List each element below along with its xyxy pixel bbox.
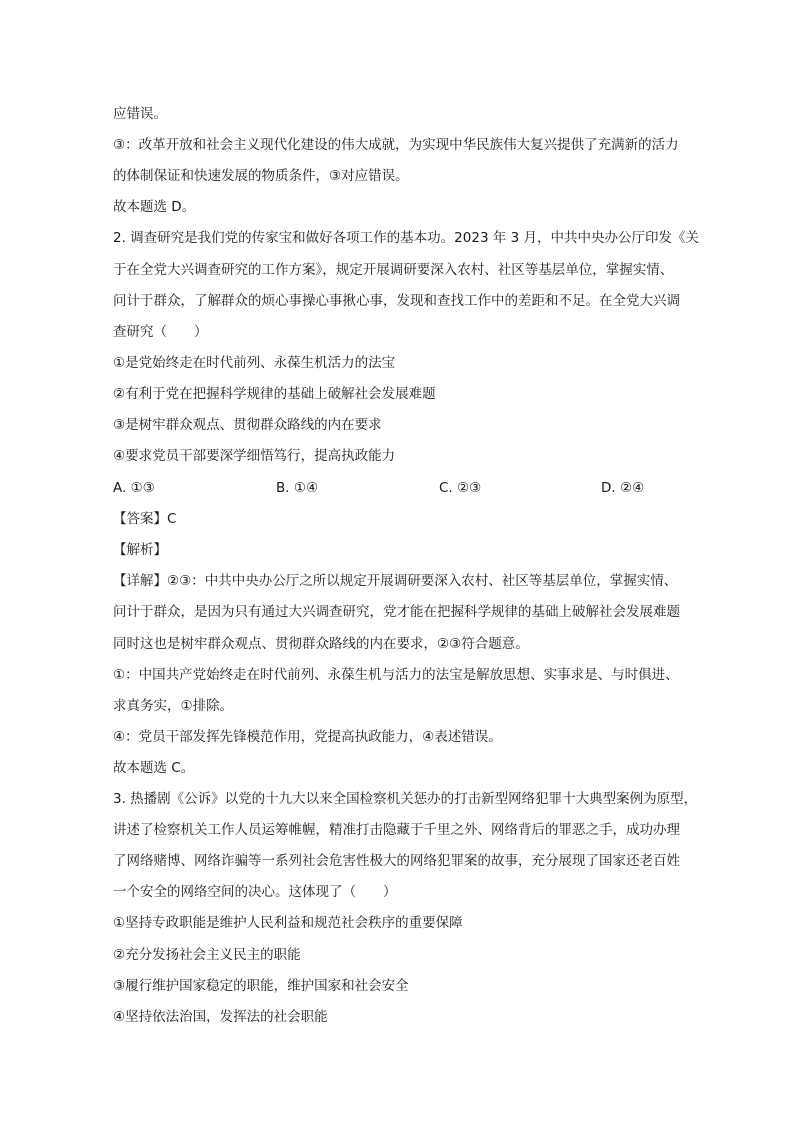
analysis-text: ①：中国共产党始终走在时代前列、永葆生机与活力的法宝是解放思想、实事求是、与时俱进、: [113, 667, 679, 683]
analysis-text: ④：党员干部发挥先锋模范作用，党提高执政能力，④表述错误。: [113, 729, 502, 745]
answer-label: 【答案】C: [113, 511, 177, 527]
text-line: 的体制保证和快速发展的物质条件，③对应错误。: [113, 168, 409, 184]
question-2-stem: 问计于群众，了解群众的烦心事操心事揪心事，发现和查找工作中的差距和不足。在全党大兴调: [113, 293, 680, 309]
analysis-text: 同时这也是树牢群众观点、贯彻群众路线的内在要求，②③符合题意。: [113, 636, 529, 652]
statement-2: ②有利于党在把握科学规律的基础上破解社会发展难题: [113, 386, 436, 402]
analysis-text: 求真务实，①排除。: [113, 698, 234, 714]
analysis-text: 问计于群众，是因为只有通过大兴调查研究，党才能在把握科学规律的基础上破解社会发展难题: [113, 604, 680, 620]
option-a: A. ①③: [113, 480, 155, 496]
statement-1: ①坚持专政职能是维护人民利益和规范社会秩序的重要保障: [113, 915, 463, 931]
statement-3: ③履行维护国家稳定的职能，维护国家和社会安全: [113, 978, 409, 994]
text-line: ③：改革开放和社会主义现代化建设的伟大成就，为实现中华民族伟大复兴提供了充满新的活力: [113, 137, 679, 153]
option-d: D. ②④: [601, 480, 645, 496]
statement-4: ④要求党员干部要深学细悟笃行，提高执政能力: [113, 448, 396, 464]
question-3-stem: 一个安全的网络空间的决心。这体现了（ ）: [113, 884, 397, 900]
analysis-text: 【详解】②③：中共中央办公厅之所以规定开展调研要深入农村、社区等基层单位，掌握实情、: [113, 573, 678, 589]
question-3-stem: 3. 热播剧《公诉》以党的十九大以来全国检察机关惩办的打击新型网络犯罪十大典型案例为原型，: [113, 791, 698, 807]
text-line: 故本题选 D。: [113, 199, 196, 215]
question-3-stem: 讲述了检察机关工作人员运筹帷幄，精准打击隐藏于千里之外、网络背后的罪恶之手，成功办理: [113, 822, 680, 838]
question-2-stem: 2. 调查研究是我们党的传家宝和做好各项工作的基本功。2023 年 3 月，中共中央办公厅印发《关: [113, 230, 699, 246]
question-2-stem: 于在全党大兴调查研究的工作方案》，规定开展调研要深入农村、社区等基层单位，掌握实情、: [113, 262, 674, 278]
text-line: 应错误。: [113, 106, 167, 122]
statement-2: ②充分发扬社会主义民主的职能: [113, 947, 301, 963]
analysis-label: 【解析】: [113, 542, 167, 558]
question-3-stem: 了网络赌博、网络诈骗等一系列社会危害性极大的网络犯罪案的故事，充分展现了国家还老百姓: [113, 853, 680, 869]
statement-4: ④坚持依法治国，发挥法的社会职能: [113, 1009, 328, 1025]
option-b: B. ①④: [276, 480, 319, 496]
statement-3: ③是树牢群众观点、贯彻群众路线的内在要求: [113, 417, 382, 433]
statement-1: ①是党始终走在时代前列、永葆生机活力的法宝: [113, 355, 396, 371]
text-line: 故本题选 C。: [113, 760, 195, 776]
question-2-stem: 查研究（ ）: [113, 324, 208, 340]
option-c: C. ②③: [439, 480, 482, 496]
